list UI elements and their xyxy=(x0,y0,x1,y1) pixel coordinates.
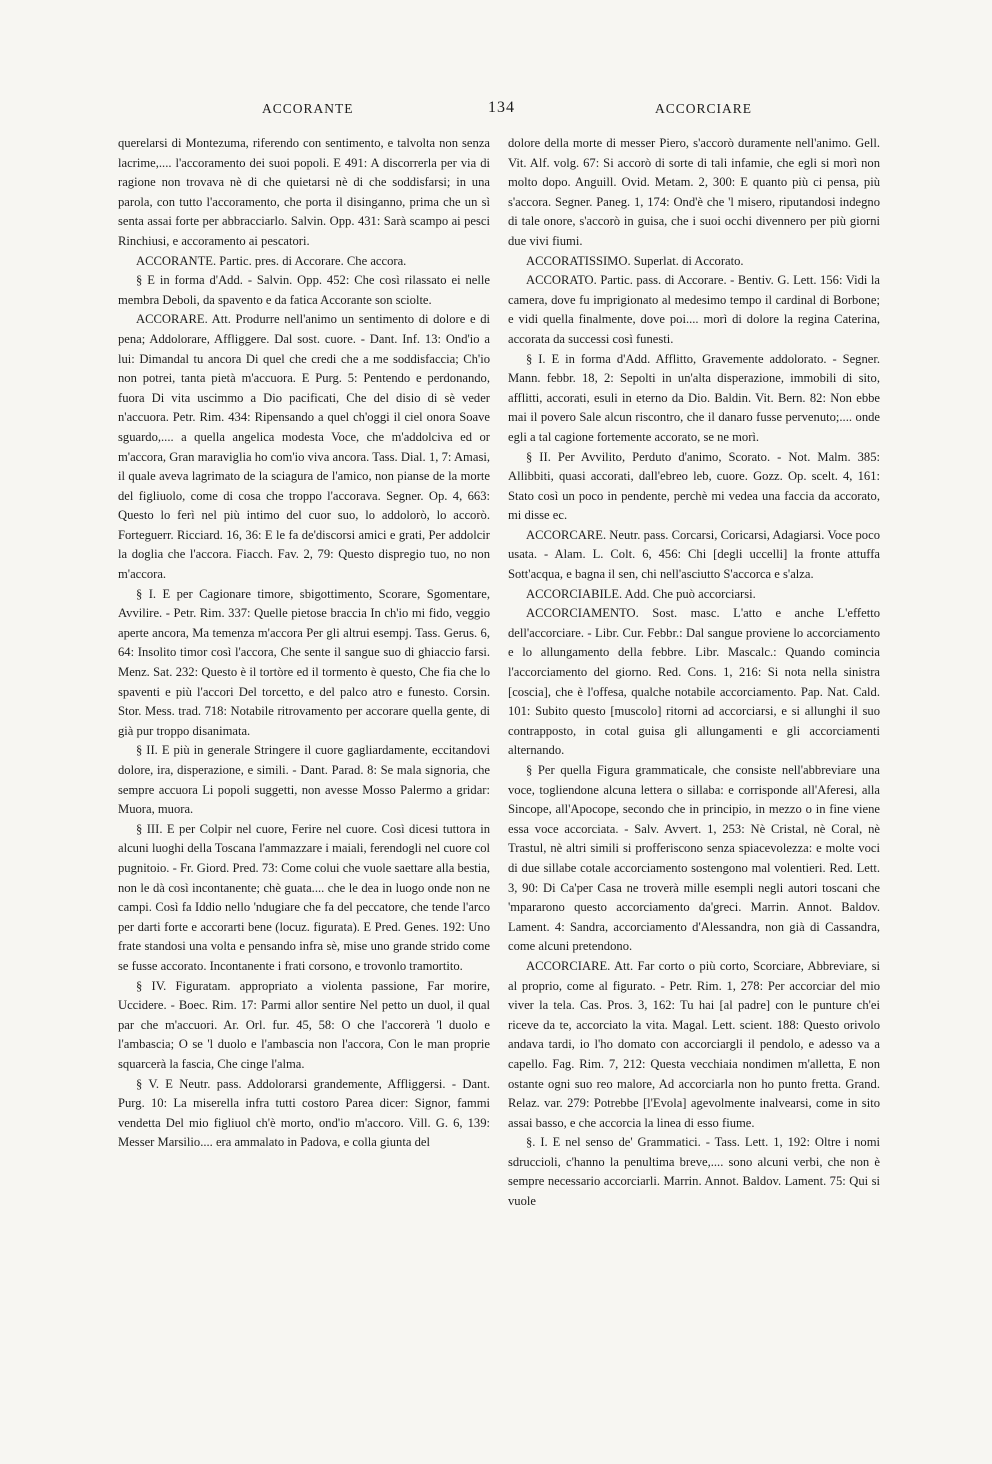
entry-accorcare: ACCORCARE. Neutr. pass. Corcarsi, Coricarsi, Adagiarsi. Voce poco usata. - Alam. L. Colt. 6, 456: Chi [degli uccelli] la fronte attuffa Sott'acqua, e bagna il sen, chi nell'asciutto S'accorca e s'alza. xyxy=(508,527,880,582)
entry-sense: § I. E per Cagionare timore, sbigottimento, Scorare, Sgomentare, Avvilire. - Petr. Rim. 337: Quelle pietose braccia In ch'io mi fido, veggio aperte ancora, Ma temenza m'accora Per gli altrui esempj. Tass. Gerus. 6, 64: Insolito timor così l'accora, Che sente il sangue suo di ghiaccio farsi. Menz. Sat. 232: Questo è il tortòre ed il tormento è questo, Che fia che lo spaventi e più l'accori Del torcetto, e del palco atro e funesto. Corsin. Stor. Mess. trad. 718: Notabile ritrovamento per accorare quella gente, di già pur troppo disanimata. xyxy=(118,586,490,738)
right-column xyxy=(508,134,880,1212)
page-number: 134 xyxy=(488,99,515,116)
left-paragraph-continued: querelarsi di Montezuma, riferendo con sentimento, e talvolta non senza lacrime,.... l'accoramento dei suoi popoli. E 491: A discorrerla per via di ragione non trovava nè di che quietarsi nè di che soddisfarsi; in una parola, con tutto l'accoramento, che porta il disinganno, prima che un sì senta assai forte per abbracciarlo. Salvin. Opp. 431: Sarà scampo ai pesci Rinchiusi, e accoramento ai pescatori. xyxy=(118,136,490,248)
entry-accoratissimo: ACCORATISSIMO. Superlat. di Accorato. xyxy=(526,253,744,268)
entry-sense: §. I. E nel senso de' Grammatici. - Tass. Lett. 1, 192: Oltre i nomi sdruccioli, c'hanno la penultima breve,.... sono alcuni verbi, che non è sempre necessario accorciarli. Marrin. Annot. Baldov. Lament. 75: Qui si vuole xyxy=(508,1135,880,1209)
entry-sense: § III. E per Colpir nel cuore, Ferire nel cuore. Così dicesi tuttora in alcuni luoghi della Toscana l'ammazzare i maiali, ferendogli nel cuore col pugnitoio. - Fr. Giord. Pred. 73: Come colui che vuole saettare alla bestia, non le dà così incontanente; chè guata.... che le dea in luogo onde non ne campi. Così fa Iddio nello 'ndugiare che fa del peccatore, che tende l'arco per darti forte e accorarti bene (locuz. figurata). E Pred. Genes. 192: Uno frate standosi una volta e pensando infra sè, mise uno grande strido come se fusse accorato. Incontanente i frati corsono, e trovonlo tramortito. xyxy=(118,821,490,973)
entry-accorante: ACCORANTE. Partic. pres. di Accorare. Che accora. xyxy=(136,253,407,268)
entry-sense: § II. Per Avvilito, Perduto d'animo, Scorato. - Not. Malm. 385: Allibbiti, quasi accorati, dall'ebreo leb, cuore. Gozz. Op. scelt. 4, 161: Stato così un poco in pendente, perchè mi vedea una faccia da accorato, mi disse ec. xyxy=(508,449,880,523)
entry-sense: § IV. Figuratam. appropriato a violenta passione, Far morire, Uccidere. - Boec. Rim. 17: Parmi allor sentire Nel petto un duol, il qual par che m'accuori. Ar. Orl. fur. 45, 58: O che l'accorerà 'l duolo e l'ambascia; O se 'l duolo e l'ambascia non l'accora, Con le man proprie squarcerà la fascia, Che cinge l'alma. xyxy=(118,978,490,1071)
entry-sense: § II. E più in generale Stringere il cuore gagliardamente, eccitandovi dolore, ira, disperazione, e simili. - Dant. Parad. 8: Se mala signoria, che sempre accuora Li popoli suggetti, non avesse Mosso Palermo a gridar: Muora, muora. xyxy=(118,743,490,817)
running-head-right: ACCORCIARE xyxy=(655,101,753,116)
entry-accorciamento: ACCORCIAMENTO. Sost. masc. L'atto e anche L'effetto dell'accorciare. - Libr. Cur. Febbr.: Dal sangue proviene lo accorciamento e lo allungamento della febbre. Libr. Mascalc.: Quando comincia l'accorciamento del giorno. Red. Cons. 1, 216: Si nota nella sinistra [coscia], che è l'offesa, qualche notabile accorciamento. Pap. Nat. Cald. 101: Subito questo [muscolo] ritorni ad accorciarsi, e si allunghi il suo contrapposto, in cotal guisa gli allungamenti e gli accorciamenti alternando. xyxy=(508,606,880,758)
entry-accorare: ACCORARE. Att. Produrre nell'animo un sentimento di dolore e di pena; Addolorare, Affliggere. Dal sost. cuore. - Dant. Inf. 13: Ond'io a lui: Dimandal tu ancora Di quel che credi che a me soddisfaccia; Ch'io non potrei, tanta pietà m'accuora. E Purg. 5: Pentendo e perdonando, fuora Di vita uscimmo a Dio pacificati, Che del disio di sè veder n'accuora. Petr. Rim. 434: Ripensando a quel ch'oggi il ciel onora Soave sguardo,.... a quella angelica modesta Voce, che m'addolciva ed or m'accora, Gran maraviglia ho com'io viva ancora. Tass. Dial. 1, 7: Amasi, il quale aveva lagrimato de la sciagura de l'amico, non pianse de la morte del figliuolo, come di cosa che troppo l'accorava. Segner. Op. 4, 663: Questo lo ferì nel più intimo del cuor suo, lo addolorò, lo accorò. Forteguerr. Ricciard. 16, 36: E le fa de'discorsi amici e grati, Per addolcir la doglia che l'accora. Fiacch. Fav. 2, 79: Questo dispregio tuo, no non m'accora. xyxy=(118,312,490,582)
entry-accorciare: ACCORCIARE. Att. Far corto o più corto, Scorciare, Abbreviare, si al proprio, come al figurato. - Petr. Rim. 1, 278: Per accorciar del mio viver la tela. Cas. Pros. 3, 162: Tu hai [al padre] con le punture ch'ei riceve da te, accorciato la vita. Magal. Lett. scient. 188: Questo orivolo andava tardi, io l'ho domato con accorciargli il pendolo, e adesso va a capello. Fag. Rim. 7, 212: Questa vecchiaia nondimen m'alletta, E non ostante ogni suo reo malore, Ad accorciarla non ho punto fretta. Grand. Relaz. var. 279: Potrebbe [l'Evola] agevolmente inalvearsi, come in sito assai basso, e che accorcia la linea di esso fiume. xyxy=(508,958,880,1130)
entry-accorciabile: ACCORCIABILE. Add. Che può accorciarsi. xyxy=(526,586,756,601)
entry-sense: § V. E Neutr. pass. Addolorarsi grandemente, Affliggersi. - Dant. Purg. 10: La miserella infra tutti costoro Parea dicer: Signor, fammi vendetta Del mio figliuol ch'è morto, ond'io m'accoro. Vill. G. 6, 139: Messer Marsilio.... era ammalato in Padova, e colla giunta del xyxy=(118,1076,490,1150)
entry-sense: § E in forma d'Add. - Salvin. Opp. 452: Che così rilassato ei nelle membra Deboli, da spavento e da fatica Accorante son sciolte. xyxy=(118,273,490,307)
entry-accorato: ACCORATO. Partic. pass. di Accorare. - Bentiv. G. Lett. 156: Vidi la camera, dove fu imprigionato al medesimo tempo il cardinal di Borbone; e vidi quella finalmente, dove poi.... morì di dolore la regina Caterina, accorata da successi così funesti. xyxy=(508,273,880,346)
entry-sense: § I. E in forma d'Add. Afflitto, Gravemente addolorato. - Segner. Mann. febbr. 18, 2: Sepolti in un'alta disperazione, immobili di sito, afflitti, accorati, esuli in eterno da Dio. Baldin. Vit. Bern. 82: Non ebbe mai il povero Sale alcun riscontro, che il danaro fusse pervenuto;.... onde egli a tal cagione fortemente accorato, se ne morì. xyxy=(508,351,880,444)
entry-sense: § Per quella Figura grammaticale, che consiste nell'abbreviare una voce, togliendone alcuna lettera o sillaba: e corrisponde all'Aferesi, alla Sincope, all'Apocope, secondo che in principio, in mezzo o in fine viene essa voce accorciata. - Salv. Avvert. 1, 253: Nè Cristal, nè Coral, nè Trastul, nè altri simili si profferiscono senza spiacevolezza: e molte voci di due sillabe cotale accorciamento sostengono mal volentieri. Red. Lett. 3, 90: Di Ca'per Casa ne troverà mille esempli negli autori toscani che 'mpararono questo accorciamento da'greci. Marrin. Annot. Baldov. Lament. 4: Sandra, accorciamento d'Alessandra, non già di Cassandra, come alcuni pretendono. xyxy=(508,763,880,954)
right-paragraph-continued: dolore della morte di messer Piero, s'accorò duramente nell'animo. Gell. Vit. Alf. volg. 67: Si accorò di sorte di tali infamie, che egli si morì non molto dopo. Anguill. Ovid. Metam. 2, 300: E quanto più ci pensa, più s'accora. Segner. Paneg. 1, 174: Ond'è che 'l misero, riputandosi indegno di tale onore, s'accorò in guisa, che i suoi occhi divennero per più giorni due vivi fiumi. xyxy=(508,136,880,248)
running-head-left: ACCORANTE xyxy=(262,101,354,116)
left-column xyxy=(118,134,490,1153)
